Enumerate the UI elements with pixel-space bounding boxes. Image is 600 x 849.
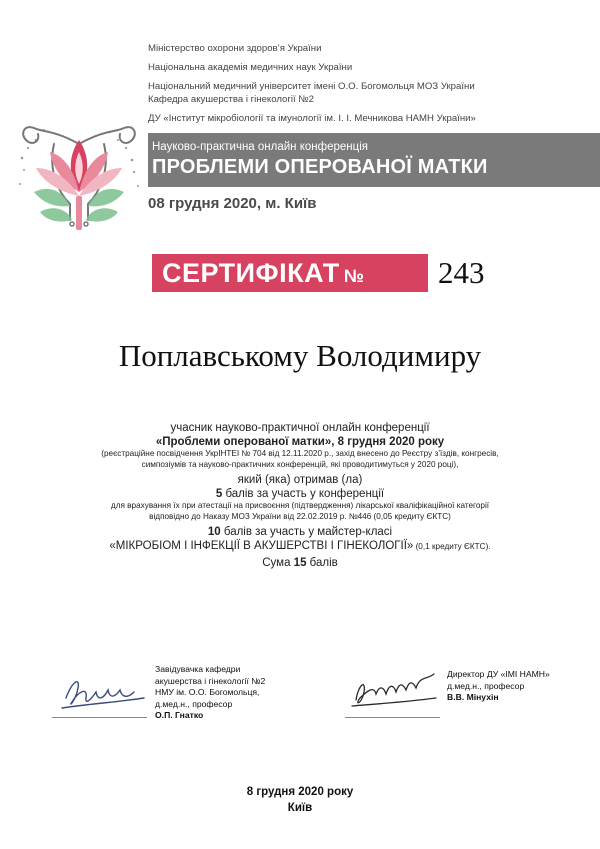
signer-right-block (447, 669, 550, 704)
org-ministry: Міністерство охорони здоров’я України (148, 43, 322, 54)
registration-line-1: (реєстраційне посвідчення УкрІНТЕІ № 704 від 12.11.2020 р., захід внесено до Реєстру з’їздів, конгресів, (101, 449, 499, 458)
signer-left-title-3: НМУ ім. О.О. Богомольця, (155, 687, 260, 697)
signature-right-icon (346, 664, 442, 714)
signer-left-title-1: Завідувачка кафедри (155, 664, 241, 674)
total-unit: балів (306, 557, 338, 569)
signer-right-title-2: д.мед.н., професор (447, 680, 525, 691)
conference-subtitle: Науково-практична онлайн конференція (152, 141, 368, 153)
certificate-body (60, 421, 540, 570)
org-institute: ДУ «Інститут мікробіології та імунології ім. І. І. Мечникова НАМН України» (148, 113, 476, 124)
org-academy: Національна академія медичних наук України (148, 62, 353, 73)
certificate-number: 243 (438, 255, 485, 290)
org-department: Кафедра акушерства і гінекології №2 (148, 94, 314, 105)
number-sign: № (343, 266, 365, 286)
participant-line: учасник науково-практичної онлайн конференції (170, 422, 430, 434)
attestation-line-1: для врахування їх при атестації на присвоєння (підтвердження) лікарської кваліфікаційної категорії (110, 501, 490, 510)
organizations-block (148, 42, 588, 131)
received-line: який (яка) отримав (ла) (237, 474, 363, 486)
masterclass-points-line (60, 525, 540, 539)
signer-left-block (155, 664, 265, 722)
recipient-name: Поплавському Володимиру (118, 338, 482, 373)
org-university: Національний медичний університет імені О.О. Богомольця МОЗ України (148, 81, 475, 92)
conference-title: ПРОБЛЕМИ ОПЕРОВАНОЇ МАТКИ (152, 156, 488, 178)
conference-points-num: 5 (215, 488, 223, 500)
attestation-line-2: відповідно до Наказу МОЗ України від 22.02.2019 р. №446 (0,05 кредиту ЄКТС) (149, 511, 451, 521)
conference-logo-icon (14, 100, 144, 240)
conference-points-text: балів за участь у конференції (222, 488, 385, 500)
signature-line-right (345, 717, 440, 718)
signer-left-title-4: д.мед.н., професор (155, 698, 233, 709)
conference-banner (148, 133, 600, 187)
signer-left-name: О.П. Гнатко (155, 710, 204, 720)
conference-name-line (60, 435, 540, 449)
masterclass-title: «МІКРОБІОМ І ІНФЕКЦІЇ В АКУШЕРСТВІ І ГІНЕКОЛОГІЇ» (109, 540, 414, 552)
signer-right-name: В.В. Мінухін (447, 692, 499, 702)
certificate-label: СЕРТИФІКАТ (162, 258, 340, 288)
total-points-num: 15 (293, 557, 307, 569)
conference-name: «Проблеми оперованої матки» (155, 436, 332, 448)
certificate-label-box (152, 254, 428, 292)
masterclass-title-line (60, 539, 540, 553)
signature-left-icon (58, 668, 148, 716)
signer-left-title-2: акушерства і гінекології №2 (155, 675, 266, 686)
issue-city: Київ (287, 802, 313, 814)
signature-line-left (52, 717, 147, 718)
masterclass-points-num: 10 (207, 526, 221, 538)
conference-date: , 8 грудня 2020 року (331, 436, 445, 448)
footer-block (0, 784, 600, 816)
conference-points-line (60, 487, 540, 501)
conference-date-place: 08 грудня 2020, м. Київ (148, 195, 317, 212)
issue-date: 8 грудня 2020 року (246, 786, 354, 798)
total-label: Сума (262, 557, 294, 569)
total-points-line (60, 556, 540, 570)
masterclass-points-text: балів за участь у майстер-класі (220, 526, 393, 538)
signer-right-title-1: Директор ДУ «ІМІ НАМН» (447, 669, 550, 679)
masterclass-credit: (0,1 кредиту ЄКТС). (413, 542, 491, 551)
registration-line-2: симпозіумів та науково-практичних конференцій, які проводитимуться у 2020 році), (141, 459, 459, 469)
